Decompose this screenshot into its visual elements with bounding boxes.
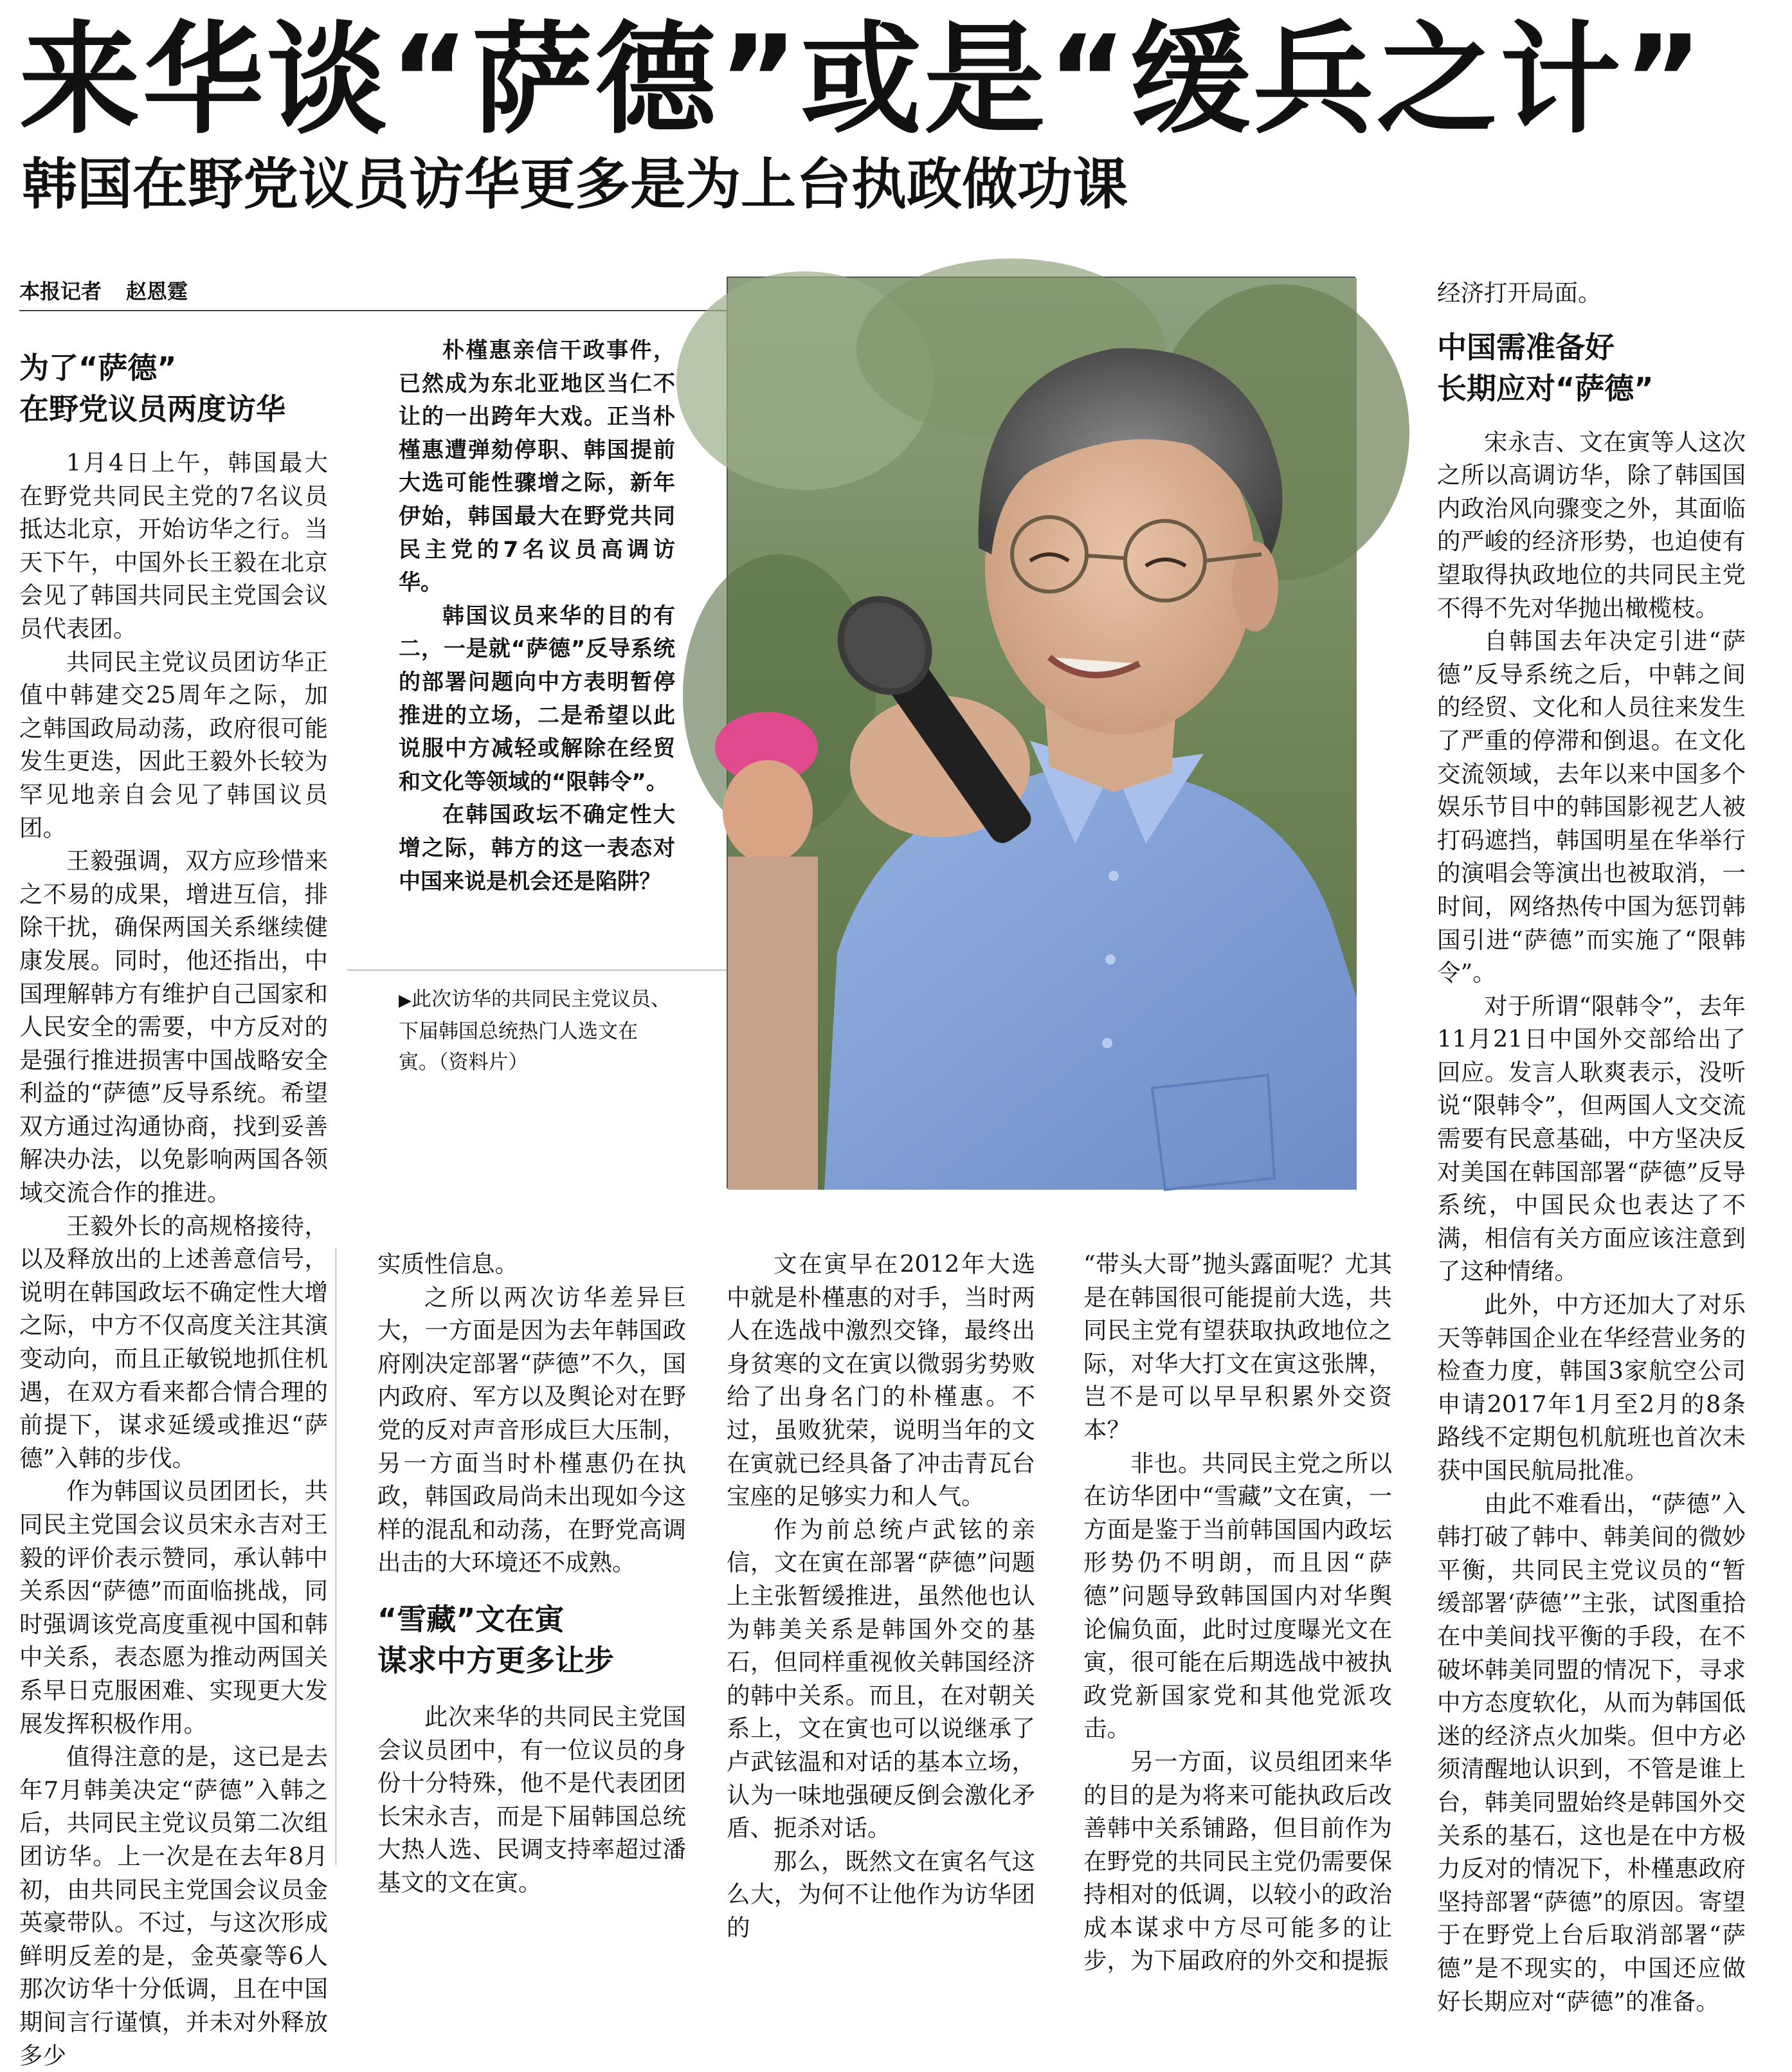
section-heading-2-line1: “雪藏”文在寅 [377, 1601, 565, 1637]
section-heading-3 [1437, 327, 1746, 409]
section-heading-1 [19, 347, 328, 430]
paragraph: 自韩国去年决定引进“萨德”反导系统之后，中韩之间的经贸、文化和人员往来发生了严重的停滞和倒退。在文化交流领域，去年以来中国多个娱乐节目中的韩国影视艺人被打码遮挡，韩国明星在华举行的演唱会等演出也被取消，一时间，网络热传中国为惩罚韩国引进“萨德”而实施了“限韩令”。 [1437, 627, 1746, 987]
paragraph: 作为韩国议员团团长，共同民主党国会议员宋永吉对王毅的评价表示赞同，承认韩中关系因“萨德”而面临挑战，同时强调该党高度重视中国和韩中关系，表态愿为推动两国关系早日克服困难、实现更大发展发挥积极作用。 [19, 1477, 328, 1738]
paragraph: 对于所谓“限韩令”，去年11月21日中国外交部给出了回应。发言人耿爽表示，没听说“限韩令”，但两国人文交流需要有民意基础，中方坚决反对美国在韩国部署“萨德”反导系统，中国民众也表达了不满，相信有关方面应该注意到了这种情绪。 [1437, 992, 1746, 1286]
paragraph: 此次来华的共同民主党国会议员团中，有一位议员的身份十分特殊，他不是代表团团长宋永吉，而是下届韩国总统大热人选、民调支持率超过潘基文的文在寅。 [377, 1702, 686, 1896]
paragraph: “带头大哥”抛头露面呢？尤其是在韩国很可能提前大选，共同民主党有望获取执政地位之际，对华大打文在寅这张牌，岂不是可以早早积累外交资本？ [1083, 1250, 1392, 1444]
column-4 [1083, 1248, 1392, 1977]
paragraph: 1月4日上午，韩国最大在野党共同民主党的7名议员抵达北京，开始访华之行。当天下午，中国外长王毅在北京会见了韩国共同民主党国会议员代表团。 [19, 449, 328, 642]
paragraph: 王毅强调，双方应珍惜来之不易的成果，增进互信，排除干扰，确保两国关系继续健康发展。同时，他还指出，中国理解韩方有维护自己国家和人民安全的需要，中方反对的是强行推进损害中国战略安全利益的“萨德”反导系统。希望双方通过沟通协商，找到妥善解决办法，以免影响两国各领域交流合作的推进。 [19, 847, 328, 1207]
paragraph: 作为前总统卢武铉的亲信，文在寅在部署“萨德”问题上主张暂缓推进，虽然他也认为韩美关系是韩国外交的基石，但同样重视攸关韩国经济的韩中关系。而且，在对朝关系上，文在寅也可以说继承了卢武铉温和对话的基本立场，认为一味地强硬反倒会激化矛盾、扼杀对话。 [727, 1515, 1035, 1842]
paragraph: 经济打开局面。 [1437, 279, 1602, 307]
paragraph: 值得注意的是，这已是去年7月韩美决定“萨德”入韩之后，共同民主党议员第二次组团访华。上一次是在去年8月初，由共同民主党国会议员金英豪带队。不过，与这次形成鲜明反差的是，金英豪等6人那次访华十分低调，且在中国期间言行谨慎，并未对外释放多少 [19, 1743, 328, 2069]
paragraph: 共同民主党议员团访华正值中韩建交25周年之际，加之韩国政局动荡，政府很可能发生更迭，因此王毅外长较为罕见地亲自会见了韩国议员团。 [19, 648, 328, 842]
paragraph: 另一方面，议员组团来华的目的是为将来可能执政后改善韩中关系铺路，但目前作为在野党的共同民主党仍需要保持相对的低调，以较小的政治成本谋求中方尽可能多的让步，为下届政府的外交和提振 [1083, 1747, 1392, 1975]
caption-text: 此次访华的共同民主党议员、下届韩国总统热门人选文在寅。（资料片） [399, 988, 671, 1074]
byline-reporter: 赵恩霆 [126, 279, 188, 304]
photo-caption [399, 984, 675, 1078]
subheadline: 韩国在野党议员访华更多是为上台执政做功课 [22, 152, 1128, 217]
headline: 来华谈“萨德”或是“缓兵之计” [19, 10, 1706, 150]
section-heading-1-line2: 在野党议员两度访华 [19, 392, 285, 426]
byline [19, 275, 328, 307]
intro-paragraph: 韩国议员来华的目的有二，一是就“萨德”反导系统的部署问题向中方表明暂停推进的立场，二是希望以此说服中方减轻或解除在经贸和文化等领域的“限韩令”。 [399, 603, 675, 795]
photo-illustration [728, 278, 1357, 1190]
paragraph: 文在寅早在2012年大选中就是朴槿惠的对手，当时两人在选战中激烈交锋，最终出身贫寒的文在寅以微弱劣势败给了出身名门的朴槿惠。不过，虽败犹荣，说明当年的文在寅就已经具备了冲击青瓦台宝座的足够实力和人气。 [727, 1250, 1035, 1511]
paragraph: 非也。共同民主党之所以在访华团中“雪藏”文在寅，一方面是鉴于当前韩国国内政坛形势仍不明朗，而且因“萨德”问题导致韩国国内对华舆论偏负面，此时过度曝光文在寅，很可能在后期选战中被执政党新国家党和其他党派攻击。 [1083, 1449, 1392, 1743]
column-2 [377, 1248, 686, 1900]
caption-arrow-icon: ▶ [399, 991, 412, 1010]
section-heading-3-line1: 中国需准备好 [1437, 329, 1615, 365]
paragraph: 宋永吉、文在寅等人这次之所以高调访华，除了韩国国内政治风向骤变之外，其面临的严峻的经济形势，也迫使有望取得执政地位的共同民主党不得不先对华抛出橄榄枝。 [1437, 428, 1746, 622]
paragraph: 此外，中方还加大了对乐天等韩国企业在华经营业务的检查力度，韩国3家航空公司申请2017年1月至2月的8条路线不定期包机航班也首次未获中国民航局批准。 [1437, 1291, 1746, 1484]
section-heading-2 [377, 1599, 686, 1681]
column-3 [727, 1248, 1035, 1944]
byline-rule [19, 310, 727, 311]
intro-paragraph: 在韩国政坛不确定性大增之际，韩方的这一表态对中国来说是机会还是陷阱？ [399, 802, 675, 895]
byline-label: 本报记者 [19, 279, 102, 304]
article-photo [727, 277, 1355, 1188]
intro-paragraph: 朴槿惠亲信干政事件，已然成为东北亚地区当仁不让的一出跨年大戏。正当朴槿惠遭弹劾停职、韩国提前大选可能性骤增之际，新年伊始，韩国最大在野党共同民主党的7名议员高调访华。 [399, 338, 675, 596]
section-heading-3-line2: 长期应对“萨德” [1437, 370, 1654, 406]
paragraph: 那么，既然文在寅名气这么大，为何不让他作为访华团的 [727, 1847, 1035, 1941]
column-5 [1437, 277, 1746, 2018]
paragraph: 王毅外长的高规格接待，以及释放出的上述善意信号，说明在韩国政坛不确定性大增之际，中方不仅高度关注其演变动向，而且正敏锐地抓住机遇，在双方看来都合情合理的前提下，谋求延缓或推迟“萨德”入韩的步伐。 [19, 1212, 328, 1472]
paragraph: 实质性信息。 [377, 1250, 518, 1278]
paragraph: 由此不难看出，“萨德”入韩打破了韩中、韩美间的微妙平衡，共同民主党议员的“暂缓部署‘萨德’”主张，试图重拾在中美间找平衡的手段，在不破坏韩美同盟的情况下，寻求中方态度软化，从而为韩国低迷的经济点火加柴。但中方必须清醒地认识到，不管是谁上台，韩美同盟始终是韩国外交关系的基石，这也是在中方极力反对的情况下，朴槿惠政府坚持部署“萨德”的原因。寄望于在野党上台后取消部署“萨德”是不现实的，中国还应做好长期应对“萨德”的准备。 [1437, 1489, 1746, 2015]
section-heading-1-line1: 为了“萨德” [19, 350, 177, 385]
section-heading-2-line2: 谋求中方更多让步 [377, 1642, 614, 1678]
article-intro [399, 334, 675, 898]
column-1 [19, 347, 328, 2072]
paragraph: 之所以两次访华差异巨大，一方面是因为去年韩国政府刚决定部署“萨德”不久，国内政府、军方以及舆论对在野党的反对声音形成巨大压制，另一方面当时朴槿惠仍在执政，韩国政局尚未出现如今这样的混乱和动荡，在野党高调出击的大环境还不成熟。 [377, 1283, 686, 1577]
